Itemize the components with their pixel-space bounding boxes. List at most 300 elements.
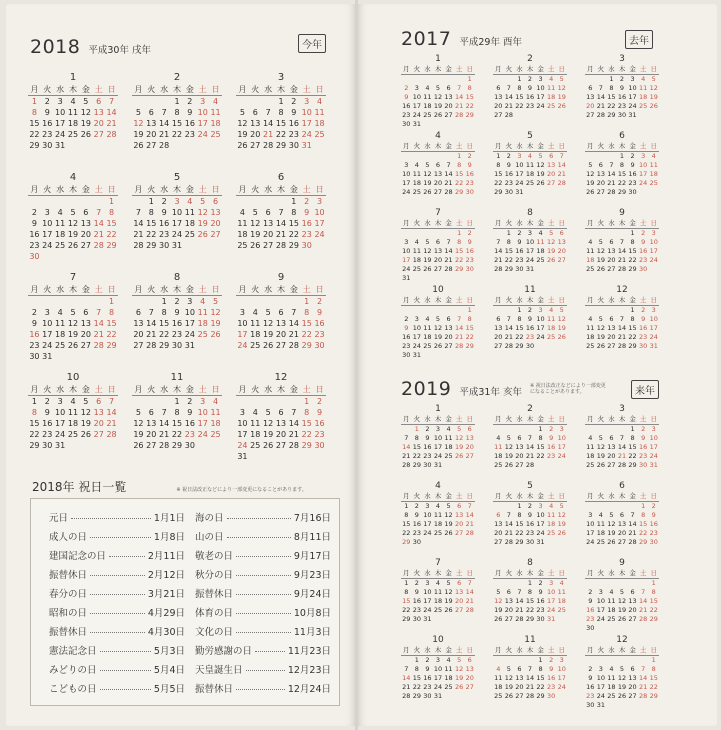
holiday-name: 建国記念の日: [49, 550, 107, 562]
weekday-label: 水: [424, 646, 431, 654]
day-cell: 10: [402, 170, 411, 178]
holiday-name: 春分の日: [49, 588, 88, 600]
weekday-label: 火: [413, 219, 421, 227]
blank-cell: [606, 229, 617, 238]
day-cell: 14: [596, 93, 605, 101]
day-cell: 10: [536, 84, 545, 92]
weekday-label: 日: [558, 65, 565, 73]
holiday-date: 9月23日: [293, 569, 331, 581]
day-cell: 6: [467, 425, 472, 433]
weekday-label: 月: [495, 296, 502, 304]
weekday-label: 月: [403, 569, 410, 577]
day-cell: 1: [538, 656, 543, 664]
weekday-header: [493, 65, 567, 75]
day-cell: 9: [304, 208, 310, 217]
day-cell: 28: [159, 441, 170, 450]
blank-cell: [28, 296, 41, 307]
day-cell: 3: [538, 306, 543, 314]
day-cell: 20: [465, 443, 474, 451]
weekday-label: 火: [505, 492, 513, 500]
day-cell: 13: [80, 219, 91, 228]
month-number: 10: [66, 372, 80, 383]
day-cell: 25: [586, 461, 595, 469]
day-cell: 19: [67, 230, 79, 239]
day-cell: 19: [596, 256, 605, 264]
weekday-label: 火: [413, 142, 421, 150]
day-cell: 2: [630, 152, 635, 160]
month-number: 8: [173, 272, 181, 283]
day-cell: 26: [586, 188, 595, 196]
holiday-column-left: [49, 507, 185, 697]
day-cell: 11: [444, 665, 453, 673]
dotted-leader: [227, 518, 291, 519]
weekday-label: 土: [639, 296, 647, 304]
day-cell: 16: [423, 443, 432, 451]
weekday-header: [28, 284, 118, 296]
weekday-label: 日: [650, 569, 657, 577]
weekday-header: [493, 646, 567, 656]
day-cell: 21: [525, 683, 535, 691]
month-8: [493, 558, 567, 624]
day-cell: 12: [596, 443, 605, 451]
weekday-label: 日: [650, 219, 657, 227]
blank-cell: [596, 656, 607, 665]
day-cell: 2: [538, 579, 543, 587]
weekday-label: 月: [495, 219, 502, 227]
day-cell: 12: [557, 315, 566, 323]
day-cell: 5: [549, 229, 554, 237]
holiday-row: [195, 640, 331, 659]
day-cell: 18: [250, 430, 261, 439]
day-cell: 15: [301, 319, 312, 328]
weekday-label: 土: [639, 415, 647, 423]
day-cell: 10: [42, 219, 53, 228]
blank-cell: [275, 196, 288, 207]
weekday-label: 月: [30, 85, 39, 94]
day-cell: 21: [288, 430, 299, 439]
day-cell: 9: [506, 161, 511, 169]
day-cell: 13: [80, 319, 91, 328]
weekday-label: 水: [424, 492, 431, 500]
day-cell: 15: [649, 674, 658, 682]
day-cell: 1: [174, 97, 180, 106]
day-cell: 6: [435, 238, 441, 246]
weekday-label: 土: [198, 185, 207, 194]
day-cell: 12: [133, 119, 144, 128]
blank-cell: [92, 196, 105, 207]
blank-cell: [422, 306, 433, 315]
blank-cell: [493, 306, 504, 315]
weekday-label: 月: [495, 142, 502, 150]
day-cell: 1: [538, 425, 543, 433]
day-cell: 25: [250, 441, 261, 450]
day-cell: 12: [423, 170, 432, 178]
day-cell: 30: [638, 342, 648, 350]
day-grid: [28, 196, 118, 262]
day-cell: 15: [171, 119, 183, 128]
weekday-label: 火: [505, 142, 513, 150]
day-cell: 19: [433, 102, 443, 110]
day-cell: 7: [135, 208, 141, 217]
day-cell: 31: [184, 341, 195, 350]
blank-cell: [443, 75, 454, 84]
month-number: 8: [527, 208, 533, 218]
day-cell: 30: [546, 692, 556, 700]
day-cell: 30: [515, 265, 524, 273]
day-cell: 3: [435, 656, 441, 664]
day-cell: 23: [649, 529, 658, 537]
day-grid: [493, 656, 567, 701]
day-cell: 27: [494, 111, 503, 119]
day-cell: 3: [404, 238, 409, 246]
holiday-row: [49, 507, 185, 526]
day-grid: [585, 579, 659, 633]
day-cell: 29: [412, 692, 421, 700]
day-cell: 21: [607, 179, 616, 187]
day-grid: [585, 229, 659, 274]
day-cell: 7: [446, 238, 451, 246]
blank-cell: [236, 196, 249, 207]
day-cell: 26: [133, 141, 144, 150]
day-cell: 7: [446, 161, 451, 169]
day-cell: 15: [106, 319, 117, 328]
weekday-label: 火: [597, 219, 605, 227]
day-cell: 25: [423, 342, 432, 350]
day-cell: 9: [619, 84, 625, 92]
day-cell: 3: [404, 161, 409, 169]
day-cell: 31: [433, 692, 443, 700]
day-cell: 14: [146, 319, 157, 328]
day-cell: 13: [596, 170, 605, 178]
weekday-header: [493, 415, 567, 425]
weekday-header: [28, 84, 118, 96]
day-cell: 30: [402, 351, 411, 359]
day-cell: 16: [546, 674, 556, 682]
day-cell: 26: [80, 430, 91, 439]
weekday-label: 金: [445, 65, 452, 73]
weekday-label: 月: [587, 492, 594, 500]
day-cell: 22: [402, 529, 411, 537]
day-cell: 13: [454, 511, 464, 519]
weekday-label: 木: [618, 142, 626, 150]
day-cell: 6: [559, 229, 564, 237]
weekday-label: 金: [537, 142, 544, 150]
day-cell: 29: [454, 265, 464, 273]
day-cell: 5: [252, 208, 258, 217]
day-cell: 18: [546, 93, 556, 101]
weekday-label: 土: [302, 385, 311, 394]
day-cell: 18: [607, 683, 616, 691]
blank-cell: [401, 229, 412, 238]
day-cell: 8: [609, 84, 614, 92]
day-cell: 8: [291, 208, 297, 217]
weekday-label: 金: [537, 65, 544, 73]
day-cell: 20: [263, 230, 274, 239]
day-cell: 1: [31, 397, 37, 406]
day-cell: 20: [444, 102, 453, 110]
weekday-label: 木: [526, 415, 534, 423]
day-cell: 4: [200, 297, 206, 306]
month-2: [132, 72, 222, 151]
month-number: 1: [435, 404, 441, 414]
day-cell: 21: [596, 102, 605, 110]
day-cell: 22: [412, 452, 421, 460]
day-cell: 24: [412, 111, 421, 119]
day-cell: 4: [57, 308, 63, 317]
weekday-label: 日: [558, 569, 565, 577]
weekday-label: 火: [147, 385, 156, 394]
blank-cell: [412, 75, 423, 84]
day-cell: 8: [630, 315, 635, 323]
day-cell: 9: [404, 93, 409, 101]
blank-cell: [617, 306, 628, 315]
day-cell: 2: [31, 208, 37, 217]
weekday-label: 月: [495, 415, 502, 423]
day-cell: 24: [546, 606, 556, 614]
day-cell: 3: [549, 579, 554, 587]
weekday-label: 金: [289, 285, 298, 294]
weekday-label: 金: [629, 492, 636, 500]
weekday-label: 水: [160, 285, 169, 294]
day-cell: 26: [444, 529, 453, 537]
month-number: 12: [616, 635, 628, 645]
month-9: [585, 208, 659, 274]
day-cell: 2: [549, 656, 554, 664]
current-year-badge: 今年: [298, 34, 326, 53]
day-cell: 5: [265, 408, 271, 417]
day-cell: 17: [171, 219, 183, 228]
day-cell: 7: [291, 308, 297, 317]
day-cell: 23: [423, 683, 432, 691]
day-grid: [493, 229, 567, 274]
day-cell: 14: [504, 324, 513, 332]
day-cell: 7: [404, 665, 409, 673]
weekday-label: 木: [526, 142, 534, 150]
day-cell: 24: [557, 452, 566, 460]
day-cell: 13: [607, 247, 616, 255]
month-number: 4: [69, 172, 77, 183]
weekday-label: 火: [251, 385, 260, 394]
day-cell: 20: [546, 170, 556, 178]
day-cell: 16: [638, 443, 648, 451]
holiday-name: 海の日: [195, 512, 224, 524]
dotted-leader: [236, 613, 291, 614]
weekday-label: 土: [455, 219, 463, 227]
blank-cell: [132, 396, 145, 407]
blank-cell: [275, 296, 288, 307]
day-cell: 29: [525, 615, 535, 623]
day-cell: 23: [314, 330, 325, 339]
day-cell: 22: [607, 102, 616, 110]
day-cell: 19: [557, 324, 566, 332]
day-cell: 1: [467, 75, 472, 83]
day-cell: 25: [433, 529, 443, 537]
blank-cell: [606, 425, 617, 434]
day-cell: 31: [171, 241, 183, 250]
holiday-date: 1月8日: [153, 531, 185, 543]
day-cell: 27: [454, 606, 464, 614]
weekday-label: 金: [537, 646, 544, 654]
day-cell: 4: [70, 97, 76, 106]
day-cell: 17: [649, 443, 658, 451]
weekday-label: 火: [597, 296, 605, 304]
day-cell: 2: [467, 229, 472, 237]
day-cell: 21: [402, 683, 411, 691]
day-cell: 13: [515, 674, 524, 682]
weekday-label: 土: [455, 646, 463, 654]
day-cell: 15: [515, 93, 524, 101]
day-cell: 25: [536, 256, 545, 264]
day-cell: 25: [586, 342, 595, 350]
day-cell: 11: [250, 419, 261, 428]
day-cell: 5: [70, 308, 76, 317]
blank-cell: [262, 96, 275, 107]
day-cell: 14: [465, 511, 474, 519]
weekday-label: 月: [30, 385, 39, 394]
weekday-label: 火: [43, 385, 52, 394]
day-cell: 22: [301, 430, 312, 439]
day-cell: 5: [538, 152, 543, 160]
weekday-label: 木: [526, 296, 534, 304]
month-number: 9: [619, 208, 625, 218]
dotted-leader: [100, 651, 151, 652]
day-cell: 12: [596, 247, 605, 255]
weekday-label: 日: [466, 646, 473, 654]
blank-cell: [585, 152, 596, 161]
day-cell: 3: [57, 97, 63, 106]
weekday-label: 月: [134, 185, 143, 194]
weekday-label: 火: [597, 415, 605, 423]
day-cell: 24: [596, 692, 605, 700]
day-cell: 5: [651, 75, 656, 83]
day-cell: 10: [412, 324, 421, 332]
weekday-label: 木: [172, 85, 181, 94]
weekday-label: 土: [639, 142, 647, 150]
month-number: 3: [277, 72, 285, 83]
day-cell: 12: [649, 84, 658, 92]
month-12: [585, 285, 659, 351]
day-cell: 14: [617, 324, 627, 332]
blank-cell: [617, 656, 628, 665]
blank-cell: [606, 306, 617, 315]
day-cell: 17: [184, 319, 195, 328]
day-cell: 17: [596, 683, 605, 691]
day-cell: 2: [414, 579, 419, 587]
day-cell: 28: [93, 241, 104, 250]
day-cell: 11: [546, 84, 556, 92]
day-cell: 13: [628, 674, 637, 682]
holiday-date: 8月11日: [293, 531, 331, 543]
day-cell: 17: [557, 443, 566, 451]
blank-cell: [596, 306, 607, 315]
day-cell: 19: [133, 430, 144, 439]
day-cell: 30: [314, 341, 325, 350]
day-cell: 26: [263, 441, 274, 450]
holiday-date: 11月23日: [287, 645, 331, 657]
day-cell: 27: [444, 342, 453, 350]
day-cell: 8: [517, 511, 522, 519]
day-cell: 12: [433, 324, 443, 332]
day-cell: 28: [444, 188, 453, 196]
weekday-label: 木: [68, 385, 77, 394]
weekday-label: 土: [639, 646, 647, 654]
day-cell: 20: [275, 330, 287, 339]
day-cell: 4: [187, 197, 193, 206]
day-cell: 6: [148, 408, 154, 417]
day-cell: 31: [546, 615, 556, 623]
day-cell: 16: [184, 419, 195, 428]
day-cell: 28: [504, 538, 513, 546]
blank-cell: [606, 502, 617, 511]
day-cell: 30: [504, 188, 513, 196]
day-cell: 25: [607, 692, 616, 700]
day-cell: 27: [465, 683, 474, 691]
day-cell: 2: [425, 656, 430, 664]
blank-cell: [596, 229, 607, 238]
day-cell: 11: [67, 108, 79, 117]
day-cell: 11: [546, 315, 556, 323]
weekday-label: 水: [160, 385, 169, 394]
blank-cell: [638, 579, 649, 588]
day-cell: 17: [301, 119, 312, 128]
day-cell: 2: [527, 75, 533, 83]
blank-cell: [596, 502, 607, 511]
day-cell: 15: [465, 324, 474, 332]
day-cell: 21: [557, 170, 566, 178]
day-cell: 22: [465, 102, 474, 110]
day-cell: 14: [638, 597, 648, 605]
day-cell: 30: [525, 342, 535, 350]
day-cell: 22: [454, 256, 464, 264]
weekday-label: 水: [160, 85, 169, 94]
day-cell: 8: [148, 208, 154, 217]
weekday-label: 月: [495, 646, 502, 654]
day-cell: 6: [435, 161, 441, 169]
day-cell: 18: [314, 119, 325, 128]
day-cell: 8: [161, 308, 167, 317]
day-cell: 28: [402, 692, 411, 700]
weekday-header: [236, 84, 326, 96]
day-cell: 26: [504, 461, 513, 469]
blank-cell: [67, 196, 80, 207]
day-cell: 7: [291, 408, 297, 417]
day-cell: 3: [538, 75, 543, 83]
month-10: [28, 372, 118, 451]
day-cell: 15: [402, 520, 411, 528]
day-cell: 21: [638, 683, 648, 691]
day-cell: 1: [109, 297, 115, 306]
day-cell: 20: [250, 130, 261, 139]
day-cell: 28: [494, 265, 503, 273]
day-cell: 9: [44, 108, 50, 117]
day-cell: 7: [96, 308, 102, 317]
day-cell: 26: [133, 441, 144, 450]
weekday-label: 日: [466, 415, 473, 423]
month-number: 3: [619, 54, 625, 64]
day-cell: 12: [504, 443, 513, 451]
month-5: [493, 481, 567, 547]
blank-cell: [585, 75, 596, 84]
day-cell: 29: [465, 111, 474, 119]
day-grid: [493, 502, 567, 547]
weekday-label: 金: [537, 296, 544, 304]
day-cell: 10: [412, 93, 421, 101]
day-cell: 9: [425, 665, 430, 673]
weekday-label: 木: [526, 569, 534, 577]
day-cell: 27: [93, 430, 104, 439]
weekday-label: 水: [608, 569, 615, 577]
previous-year-badge: 去年: [625, 30, 653, 49]
